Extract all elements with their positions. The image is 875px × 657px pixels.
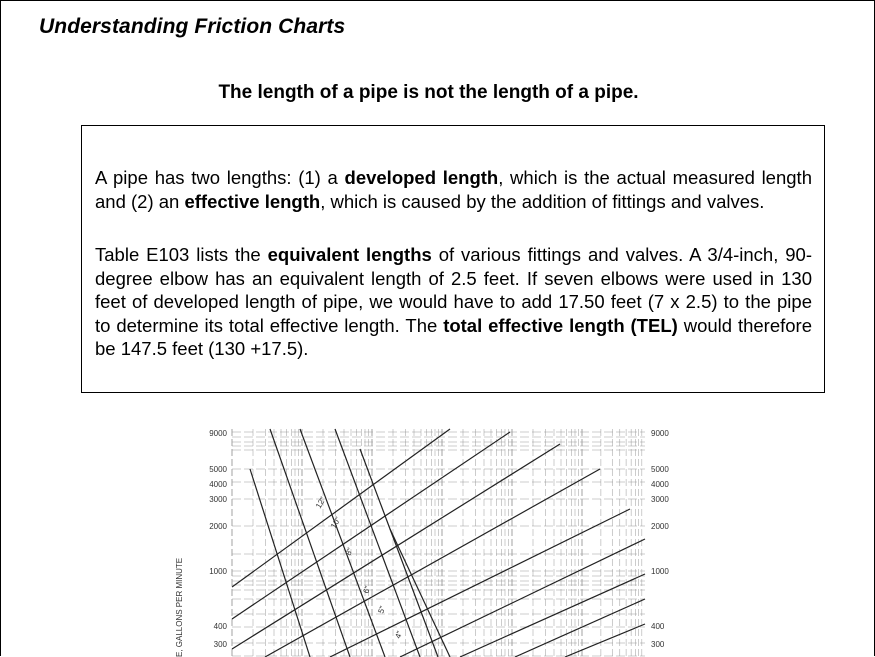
p2-bold-equivalent-lengths: equivalent lengths — [267, 244, 432, 265]
pipe-size-label: 5" — [376, 604, 388, 615]
pipe-size-label: 6" — [361, 584, 373, 595]
y-tick-right: 9000 — [651, 429, 669, 438]
friction-chart-svg — [170, 424, 670, 657]
y-tick-left: 3000 — [209, 495, 227, 504]
y-tick-left: 4000 — [209, 480, 227, 489]
p2-text-2: of various fittings and valves. A 3/4-inch, 90-degree elbow has an equivalent length of 2.5 feet. If seven elbows were used in 130 feet of developed length of pipe, we would have to add 17.50 feet (7 x 2.5) to the pipe to determine its total effective length. The — [95, 244, 812, 336]
p2-text-3: would therefore be 147.5 feet (130 +17.5). — [95, 314, 812, 359]
y-axis-label: E, GALLONS PER MINUTE — [175, 557, 184, 657]
chart-grid — [232, 429, 645, 657]
y-tick-left: 400 — [213, 622, 227, 631]
friction-line — [460, 574, 645, 657]
paragraph-equivalent-lengths — [95, 243, 812, 361]
y-tick-left: 5000 — [209, 465, 227, 474]
pipe-size-line — [270, 429, 350, 657]
chart-labels — [175, 429, 669, 657]
p2-text-1: Table E103 lists the — [95, 244, 268, 265]
y-tick-right: 1000 — [651, 567, 669, 576]
y-tick-right: 4000 — [651, 480, 669, 489]
y-tick-right: 400 — [651, 622, 665, 631]
p1-text-2: , which is the actual measured length and (2) an — [95, 167, 812, 212]
friction-line — [330, 509, 630, 657]
p1-bold-effective-length: effective length — [184, 190, 321, 212]
pipe-size-line — [250, 469, 310, 657]
p1-bold-developed-length: developed length — [344, 167, 499, 188]
y-tick-left: 300 — [213, 640, 227, 649]
pipe-size-line — [335, 429, 420, 657]
y-tick-right: 5000 — [651, 465, 669, 474]
y-tick-right: 2000 — [651, 522, 669, 531]
explanation-box — [81, 125, 825, 393]
page-subtitle: The length of a pipe is not the length of a pipe. — [218, 82, 639, 103]
y-tick-left: 1000 — [209, 567, 227, 576]
pipe-size-label: 8" — [343, 546, 355, 557]
friction-line — [232, 429, 450, 587]
page-title: Understanding Friction Charts — [39, 15, 346, 38]
y-tick-right: 3000 — [651, 495, 669, 504]
friction-line — [515, 599, 645, 657]
pipe-size-label: 10" — [328, 515, 343, 530]
p1-text-1: A pipe has two lengths: (1) a — [95, 167, 345, 188]
pipe-size-label: 4" — [393, 629, 405, 640]
pipe-size-label: 12" — [313, 495, 328, 510]
y-tick-left: 9000 — [209, 429, 227, 438]
paragraph-developed-length — [95, 166, 812, 213]
y-tick-right: 300 — [651, 640, 665, 649]
y-tick-left: 2000 — [209, 522, 227, 531]
friction-chart — [170, 424, 670, 657]
p1-text-3: , which is caused by the addition of fittings and valves. — [320, 190, 765, 212]
p2-bold-tel: total effective length (TEL) — [443, 314, 678, 336]
